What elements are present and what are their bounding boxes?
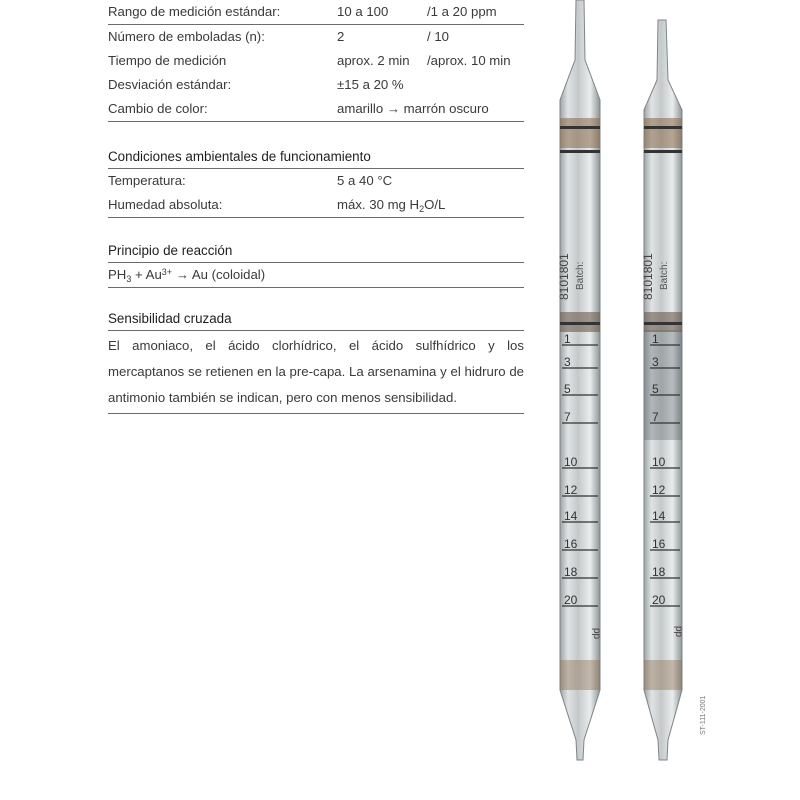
formula-superscript: 3+: [161, 267, 173, 277]
tube-code: 8101801: [557, 253, 571, 300]
scale-label: 18: [564, 565, 578, 579]
spec-table: [108, 0, 524, 122]
reaction-formula: [108, 263, 524, 288]
formula-part-a: PH: [108, 267, 127, 282]
scale-label: 3: [652, 355, 659, 369]
spec-sheet: [108, 0, 524, 414]
spec-value: 2: [337, 29, 345, 44]
spec-label: Número de emboladas (n):: [108, 29, 265, 44]
humidity-suffix: O/L: [424, 197, 446, 212]
scale-label: 16: [652, 537, 666, 551]
spec-value-alt: / 10: [427, 29, 449, 44]
scale-label: 1: [564, 332, 571, 346]
scale-label: 10: [652, 455, 666, 469]
scale-label: 5: [652, 382, 659, 396]
ambient-label: Temperatura:: [108, 173, 186, 188]
spec-label: Tiempo de medición: [108, 53, 227, 68]
ambient-label: Humedad absoluta:: [108, 197, 223, 212]
tube-unit: pp: [673, 626, 684, 638]
ambient-heading: Condiciones ambientales de funcionamiento: [108, 146, 524, 169]
tube-batch: Batch:: [575, 261, 586, 290]
spec-row-deviation: [108, 73, 524, 97]
scale-label: 18: [652, 565, 666, 579]
scale-label: 14: [652, 509, 666, 523]
scale-label: 7: [564, 410, 571, 424]
spec-value: amarillo → marrón oscuro: [337, 101, 489, 116]
humidity-subscript: 2: [419, 204, 425, 214]
formula-part-c: → Au (coloidal): [172, 267, 266, 282]
formula: [108, 263, 265, 287]
scale-label: 5: [564, 382, 571, 396]
spec-row-strokes: [108, 25, 524, 49]
spec-value-alt: /1 a 20 ppm: [427, 4, 497, 19]
formula-subscript: 3: [126, 274, 132, 284]
scale-label: 12: [652, 483, 666, 497]
spec-value: ±15 a 20 %: [337, 77, 404, 92]
cross-sensitivity-heading: Sensibilidad cruzada: [108, 308, 524, 331]
tube-code: 8101801: [641, 253, 655, 300]
detector-tube-left: [557, 0, 602, 760]
scale-label: 12: [564, 483, 578, 497]
scale-label: 7: [652, 410, 659, 424]
ambient-value: [337, 193, 445, 217]
spec-value-alt: /aprox. 10 min: [427, 53, 511, 68]
ambient-row-temperature: [108, 169, 524, 193]
scale-label: 3: [564, 355, 571, 369]
spec-value: 10 a 100: [337, 4, 389, 19]
scale-label: 20: [564, 593, 578, 607]
image-code: ST-111-2001: [700, 695, 707, 735]
ambient-row-humidity: [108, 193, 524, 218]
spec-label: Rango de medición estándar:: [108, 4, 281, 19]
scale-label: 14: [564, 509, 578, 523]
detector-tube-right: [641, 20, 684, 760]
spec-row-range: [108, 0, 524, 25]
spec-label: Cambio de color:: [108, 101, 208, 116]
spec-label: Desviación estándar:: [108, 77, 232, 92]
spec-row-color-change: [108, 97, 524, 122]
spec-value: aprox. 2 min: [337, 53, 410, 68]
cross-sensitivity-text: El amoniaco, el ácido clorhídrico, el ácido sulfhídrico y los mercaptanos se retienen en la pre-capa. La arsenamina y el hidruro de antimonio también se indican, pero con menos sensibilidad.: [108, 331, 524, 414]
spec-row-time: [108, 49, 524, 73]
scale-label: 20: [652, 593, 666, 607]
humidity-prefix: máx. 30 mg H: [337, 197, 420, 212]
reaction-heading: Principio de reacción: [108, 240, 524, 263]
scale-label: 1: [652, 332, 659, 346]
tube-unit: pp: [591, 628, 602, 640]
detector-tubes-illustration: [540, 0, 720, 800]
scale-label: 16: [564, 537, 578, 551]
scale-label: 10: [564, 455, 578, 469]
formula-part-b: + Au: [131, 267, 162, 282]
tube-batch: Batch:: [659, 261, 670, 290]
ambient-value: 5 a 40 °C: [337, 173, 393, 188]
